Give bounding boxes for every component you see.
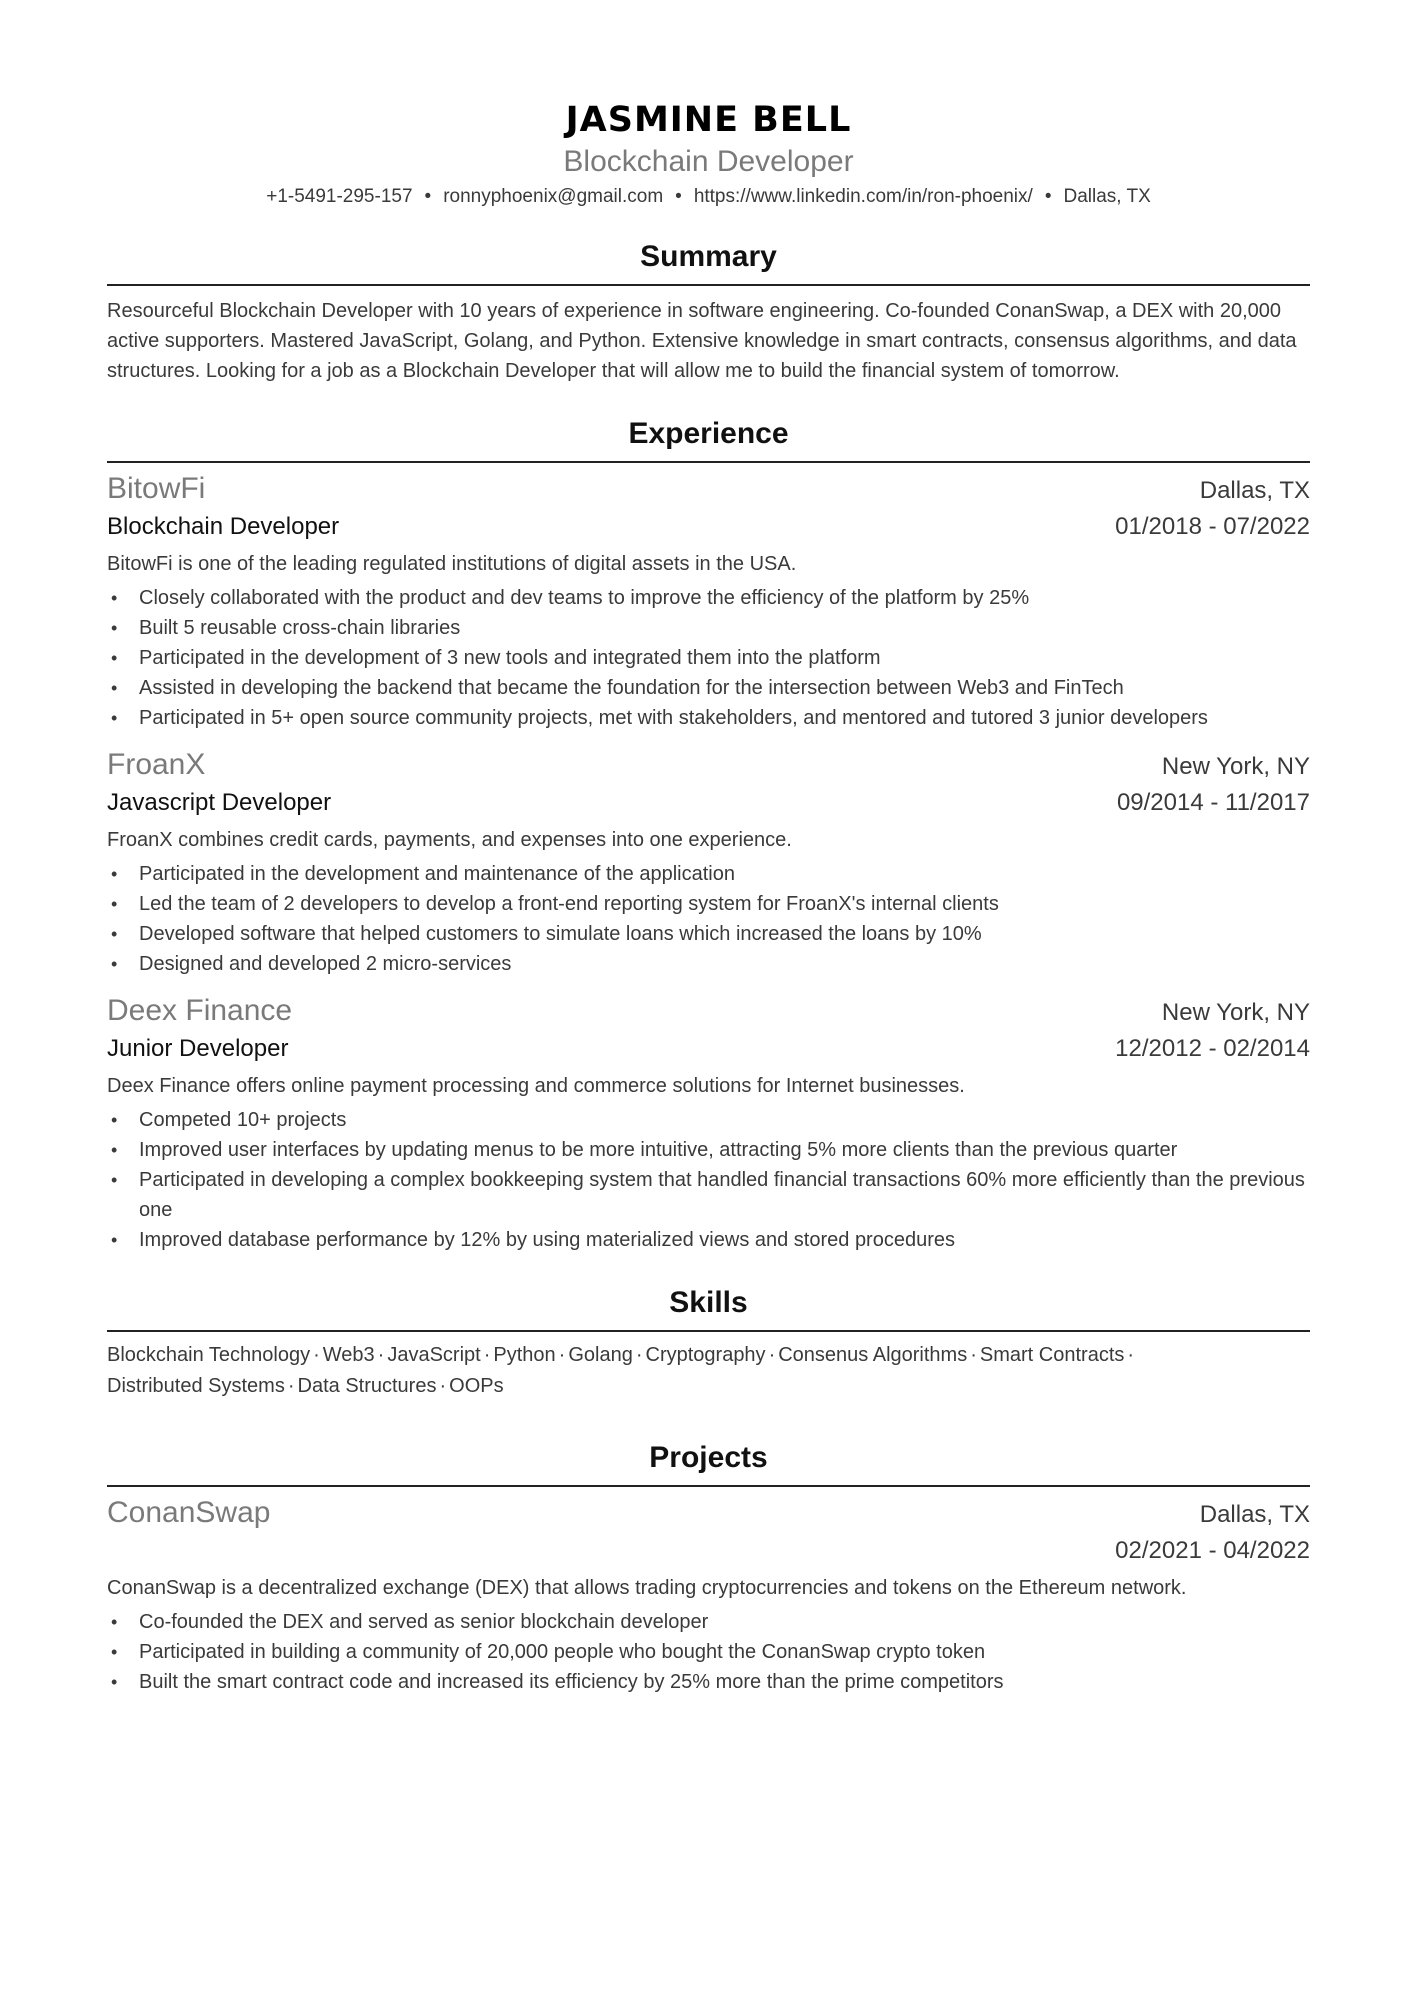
project-dates: 02/2021 - 04/2022 xyxy=(1115,1537,1310,1564)
skill-separator: · xyxy=(558,1344,566,1366)
project-description: ConanSwap is a decentralized exchange (DEX) that allows trading cryptocurrencies and tokens on the Ethereum network. xyxy=(107,1577,1187,1599)
skill-item: Distributed Systems xyxy=(107,1375,285,1397)
experience-dates: 01/2018 - 07/2022 xyxy=(1115,513,1310,540)
experience-entry xyxy=(107,469,1310,733)
summary-heading: Summary xyxy=(107,239,1310,286)
experience-heading: Experience xyxy=(107,416,1310,463)
skills-heading: Skills xyxy=(107,1285,1310,1332)
experience-role: Junior Developer xyxy=(107,1035,289,1062)
contact-email[interactable]: ronnyphoenix@gmail.com xyxy=(443,186,664,207)
list-item: • Co-founded the DEX and served as senior blockchain developer xyxy=(107,1607,1310,1637)
contact-separator: • xyxy=(424,186,432,207)
list-item: • Participated in 5+ open source community projects, met with stakeholders, and mentored and tutored 3 junior developers xyxy=(107,703,1310,733)
skill-item: Blockchain Technology xyxy=(107,1344,311,1366)
skill-separator: · xyxy=(439,1375,447,1397)
experience-section xyxy=(107,416,1310,1255)
skill-separator: · xyxy=(970,1344,977,1366)
experience-bullets xyxy=(107,859,1310,979)
experience-entry xyxy=(107,745,1310,979)
list-item: • Improved database performance by 12% by using materialized views and stored procedures xyxy=(107,1225,1310,1255)
experience-dates: 12/2012 - 02/2014 xyxy=(1115,1035,1310,1062)
list-item: • Designed and developed 2 micro-services xyxy=(107,949,1310,979)
list-item: • Participated in developing a complex bookkeeping system that handled financial transactions 60% more efficiently than the previous one xyxy=(107,1165,1310,1225)
skill-item: Golang xyxy=(568,1344,633,1366)
project-location: Dallas, TX xyxy=(1199,1501,1310,1528)
summary-section xyxy=(107,239,1310,386)
contact-phone: +1-5491-295-157 xyxy=(266,186,413,207)
skill-item: OOPs xyxy=(449,1375,504,1397)
experience-role: Blockchain Developer xyxy=(107,513,340,540)
experience-role: Javascript Developer xyxy=(107,789,332,816)
contact-linkedin[interactable]: https://www.linkedin.com/in/ron-phoenix/ xyxy=(693,186,1033,207)
skill-item: Data Structures xyxy=(297,1375,437,1397)
candidate-title: Blockchain Developer xyxy=(563,145,854,178)
experience-entry xyxy=(107,991,1310,1255)
experience-dates: 09/2014 - 11/2017 xyxy=(1116,789,1310,816)
summary-text: Resourceful Blockchain Developer with 10 years of experience in software engineering. Co-founded ConanSwap, a DEX with 20,000 active supporters. Mastered JavaScript, Golang, and Python. Extensive knowledge in smart contracts, consensus algorithms, and data structures. Looking for a job as a Blockchain Developer that will allow me to build the financial system of tomorrow. xyxy=(107,300,1297,382)
experience-location: Dallas, TX xyxy=(1199,477,1310,504)
skill-item: Python xyxy=(493,1344,556,1366)
contact-location: Dallas, TX xyxy=(1063,186,1151,207)
skill-item: JavaScript xyxy=(387,1344,481,1366)
skill-separator: · xyxy=(287,1375,295,1397)
list-item: • Led the team of 2 developers to develop a front-end reporting system for FroanX's internal clients xyxy=(107,889,1310,919)
skill-item: Cryptography xyxy=(645,1344,766,1366)
experience-bullets xyxy=(107,583,1310,733)
experience-description: Deex Finance offers online payment processing and commerce solutions for Internet businesses. xyxy=(107,1075,965,1097)
skill-item: Smart Contracts xyxy=(979,1344,1125,1366)
experience-description: BitowFi is one of the leading regulated institutions of digital assets in the USA. xyxy=(107,553,797,575)
list-item: • Improved user interfaces by updating menus to be more intuitive, attracting 5% more clients than the previous quarter xyxy=(107,1135,1310,1165)
experience-bullets xyxy=(107,1105,1310,1255)
skill-separator: · xyxy=(768,1344,776,1366)
contact-line xyxy=(107,184,1310,210)
experience-company: FroanX xyxy=(107,748,206,781)
projects-heading: Projects xyxy=(107,1440,1310,1487)
list-item: • Developed software that helped customers to simulate loans which increased the loans by 10% xyxy=(107,919,1310,949)
skill-separator: · xyxy=(483,1344,491,1366)
list-item: • Participated in the development and maintenance of the application xyxy=(107,859,1310,889)
list-item: • Participated in building a community of 20,000 people who bought the ConanSwap crypto token xyxy=(107,1637,1310,1667)
skill-separator: · xyxy=(1127,1344,1135,1366)
experience-company: Deex Finance xyxy=(107,994,293,1027)
list-item: • Built 5 reusable cross-chain libraries xyxy=(107,613,1310,643)
skill-item: Web3 xyxy=(322,1344,375,1366)
project-entry xyxy=(107,1493,1310,1697)
candidate-name: JASMINE BELL xyxy=(565,100,852,140)
project-name: ConanSwap xyxy=(107,1496,271,1529)
skill-separator: · xyxy=(313,1344,320,1366)
skills-list xyxy=(107,1340,1310,1402)
list-item: • Assisted in developing the backend that became the foundation for the intersection between Web3 and FinTech xyxy=(107,673,1310,703)
skill-separator: · xyxy=(377,1344,385,1366)
skill-item: Consenus Algorithms xyxy=(778,1344,968,1366)
list-item: • Built the smart contract code and increased its efficiency by 25% more than the prime competitors xyxy=(107,1667,1310,1697)
experience-location: New York, NY xyxy=(1161,999,1310,1026)
experience-location: New York, NY xyxy=(1161,753,1310,780)
experience-description: FroanX combines credit cards, payments, and expenses into one experience. xyxy=(107,829,792,851)
project-bullets xyxy=(107,1607,1310,1697)
list-item: • Participated in the development of 3 new tools and integrated them into the platform xyxy=(107,643,1310,673)
list-item: • Closely collaborated with the product and dev teams to improve the efficiency of the platform by 25% xyxy=(107,583,1310,613)
contact-separator: • xyxy=(1044,186,1052,207)
skills-section xyxy=(107,1285,1310,1402)
experience-company: BitowFi xyxy=(107,472,206,505)
contact-separator: • xyxy=(675,186,682,207)
resume-page xyxy=(107,96,1310,1697)
projects-section xyxy=(107,1440,1310,1697)
list-item: • Competed 10+ projects xyxy=(107,1105,1310,1135)
skill-separator: · xyxy=(635,1344,643,1366)
